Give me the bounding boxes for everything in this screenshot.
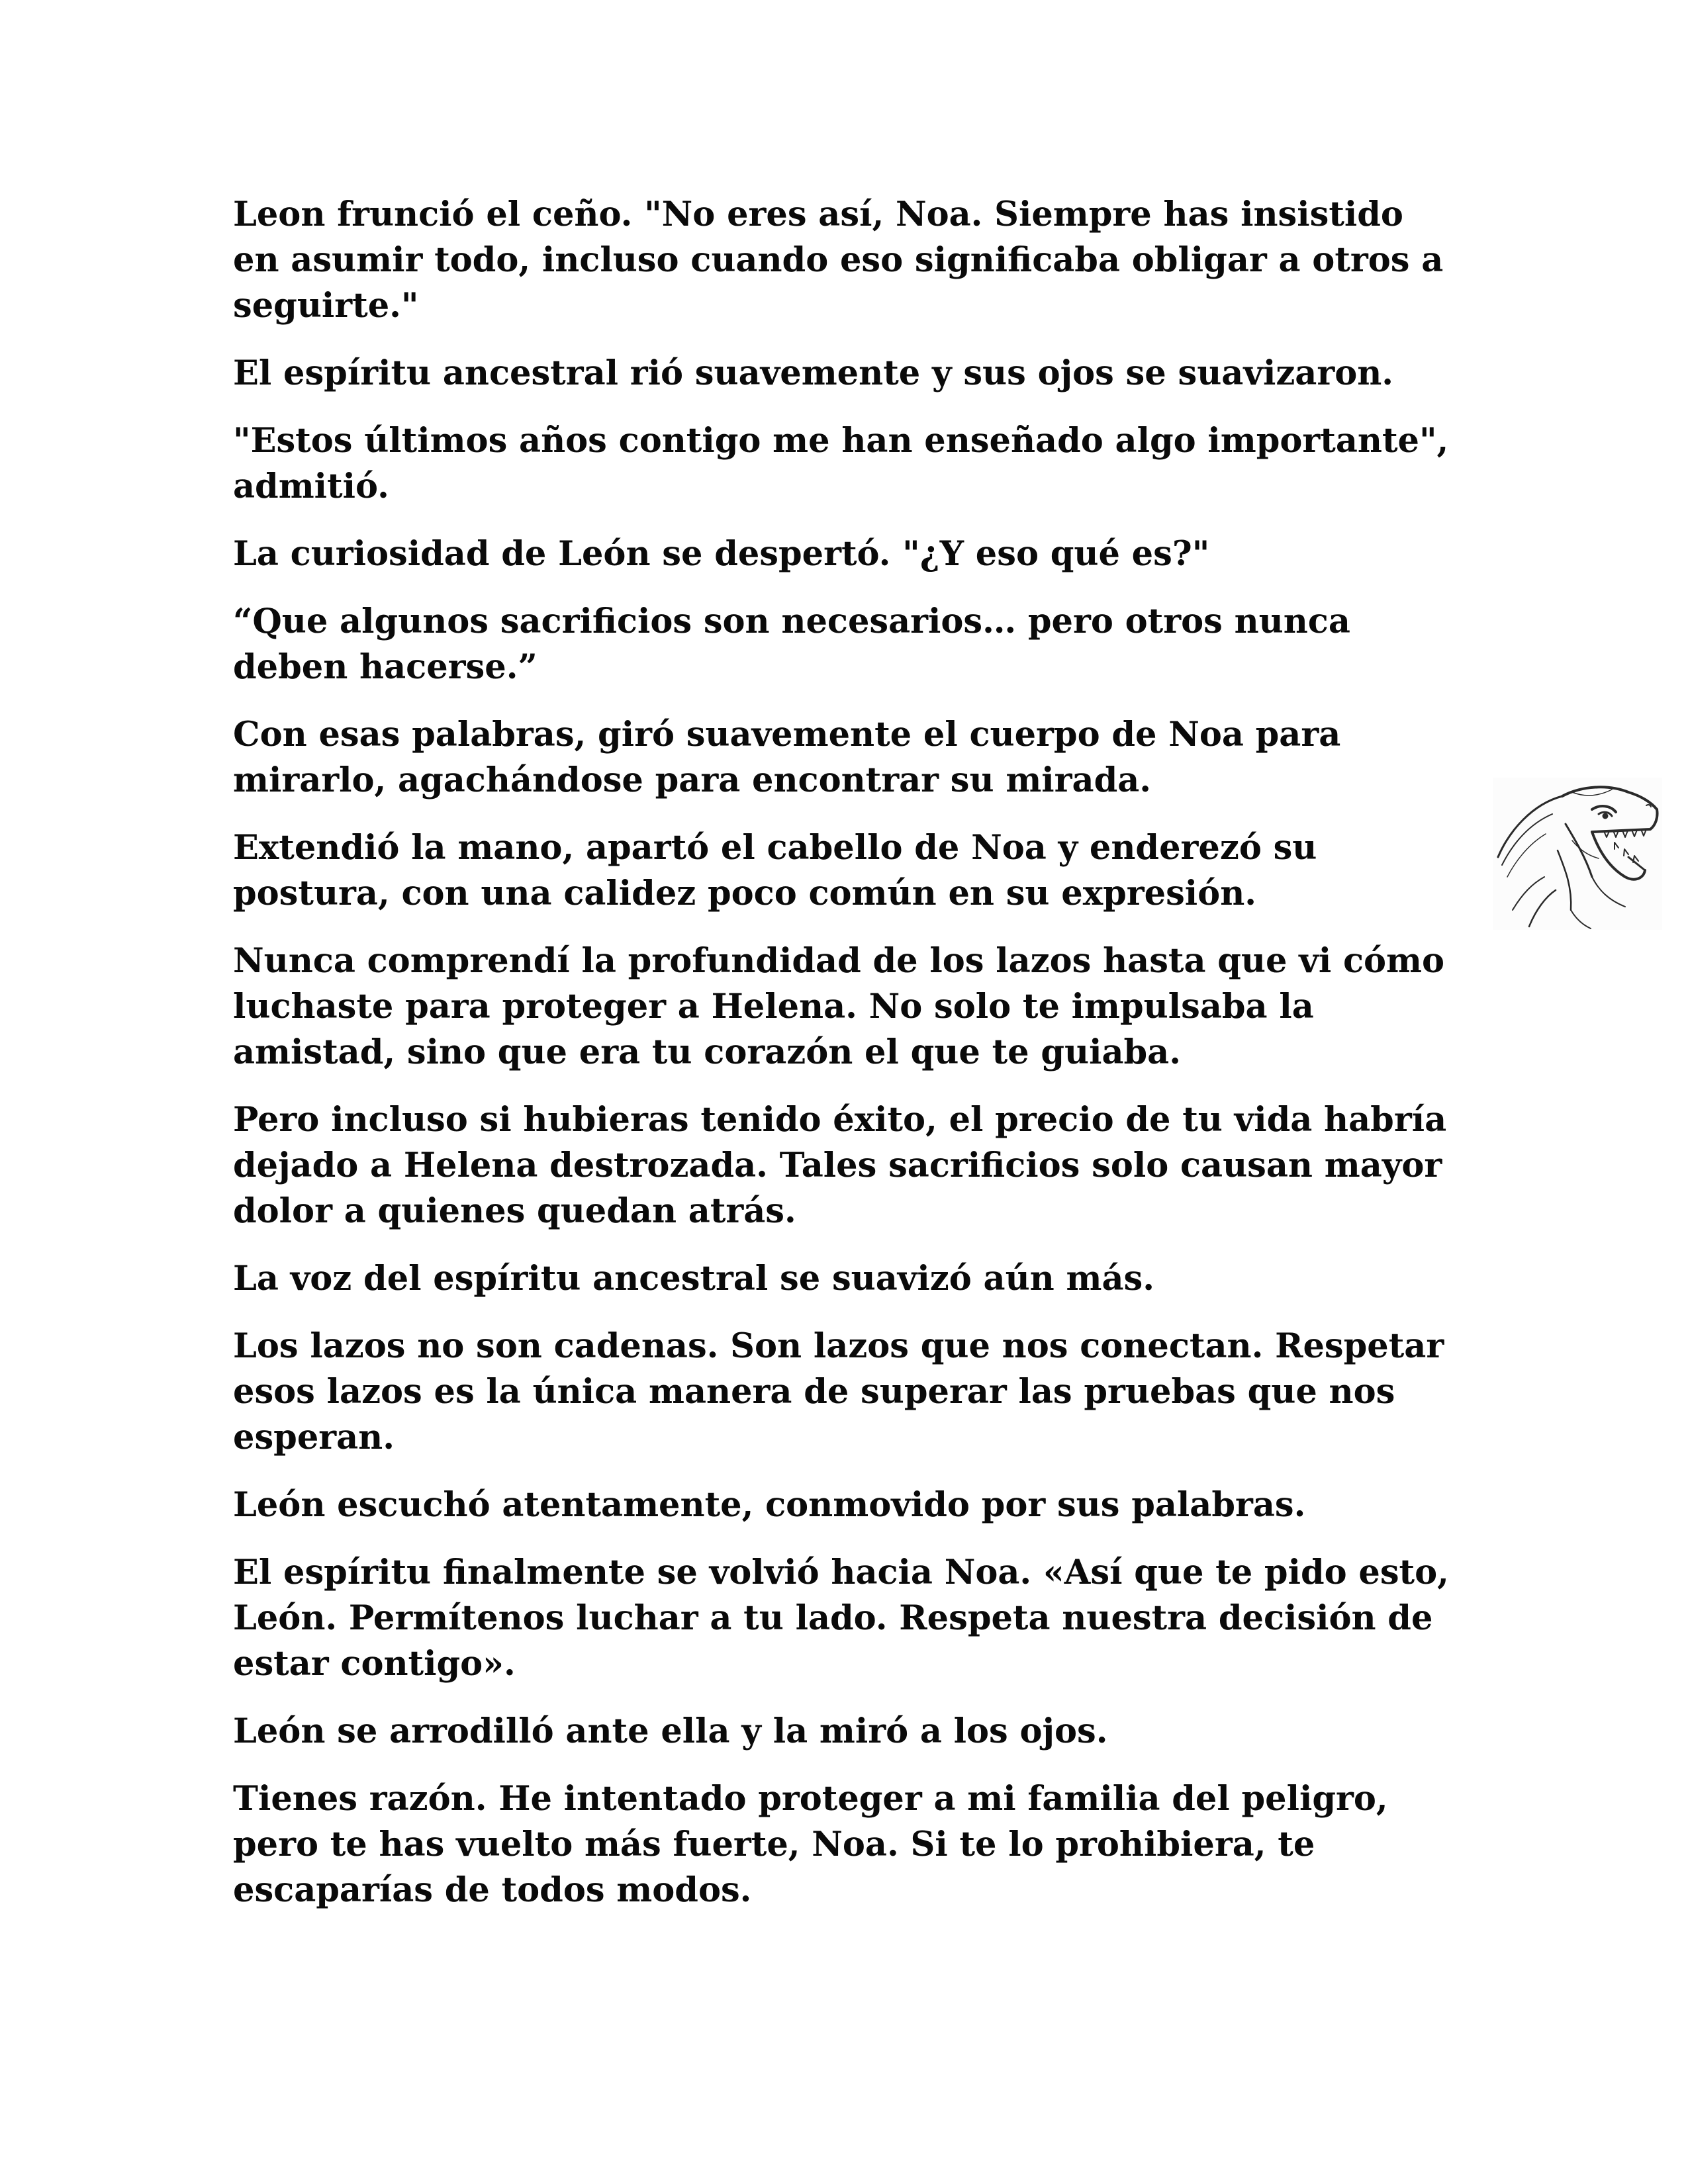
paragraph: Pero incluso si hubieras tenido éxito, el precio de tu vida habría dejado a Helena destrozada. Tales sacrificios solo causan mayor dolor a quienes quedan atrás. — [233, 1100, 1447, 1231]
dinosaur-sketch-icon — [1493, 778, 1662, 930]
paragraph: Con esas palabras, giró suavemente el cuerpo de Noa para mirarlo, agachándose para encontrar su mirada. — [233, 715, 1341, 800]
paragraph: Nunca comprendí la profundidad de los lazos hasta que vi cómo luchaste para proteger a Helena. No solo te impulsaba la amistad, sino que era tu corazón el que te guiaba. — [233, 941, 1445, 1072]
paragraph: La curiosidad de León se despertó. "¿Y eso qué es?" — [233, 534, 1210, 574]
paragraph: Tienes razón. He intentado proteger a mi familia del peligro, pero te has vuelto más fuerte, Noa. Si te lo prohibiera, te escaparías de todos modos. — [233, 1779, 1388, 1910]
paragraph: La voz del espíritu ancestral se suavizó aún más. — [233, 1259, 1154, 1298]
paragraph: El espíritu finalmente se volvió hacia Noa. «Así que te pido esto, León. Permítenos luchar a tu lado. Respeta nuestra decisión de estar contigo». — [233, 1553, 1449, 1684]
paragraph: Leon frunció el ceño. "No eres así, Noa. Siempre has insistido en asumir todo, incluso cuando eso significaba obligar a otros a seguirte." — [233, 195, 1444, 326]
paragraph: León escuchó atentamente, conmovido por sus palabras. — [233, 1485, 1306, 1525]
paragraph: "Estos últimos años contigo me han enseñado algo importante", admitió. — [233, 421, 1449, 506]
paragraph: León se arrodilló ante ella y la miró a los ojos. — [233, 1711, 1108, 1751]
paragraph: El espíritu ancestral rió suavemente y sus ojos se suavizaron. — [233, 353, 1394, 393]
paragraph: “Que algunos sacrificios son necesarios… pero otros nunca deben hacerse.” — [233, 602, 1350, 687]
story-text — [233, 192, 1458, 1935]
paragraph: Extendió la mano, apartó el cabello de Noa y enderezó su postura, con una calidez poco común en su expresión. — [233, 828, 1317, 913]
paragraph: Los lazos no son cadenas. Son lazos que nos conectan. Respetar esos lazos es la única manera de superar las pruebas que nos esperan. — [233, 1326, 1444, 1457]
